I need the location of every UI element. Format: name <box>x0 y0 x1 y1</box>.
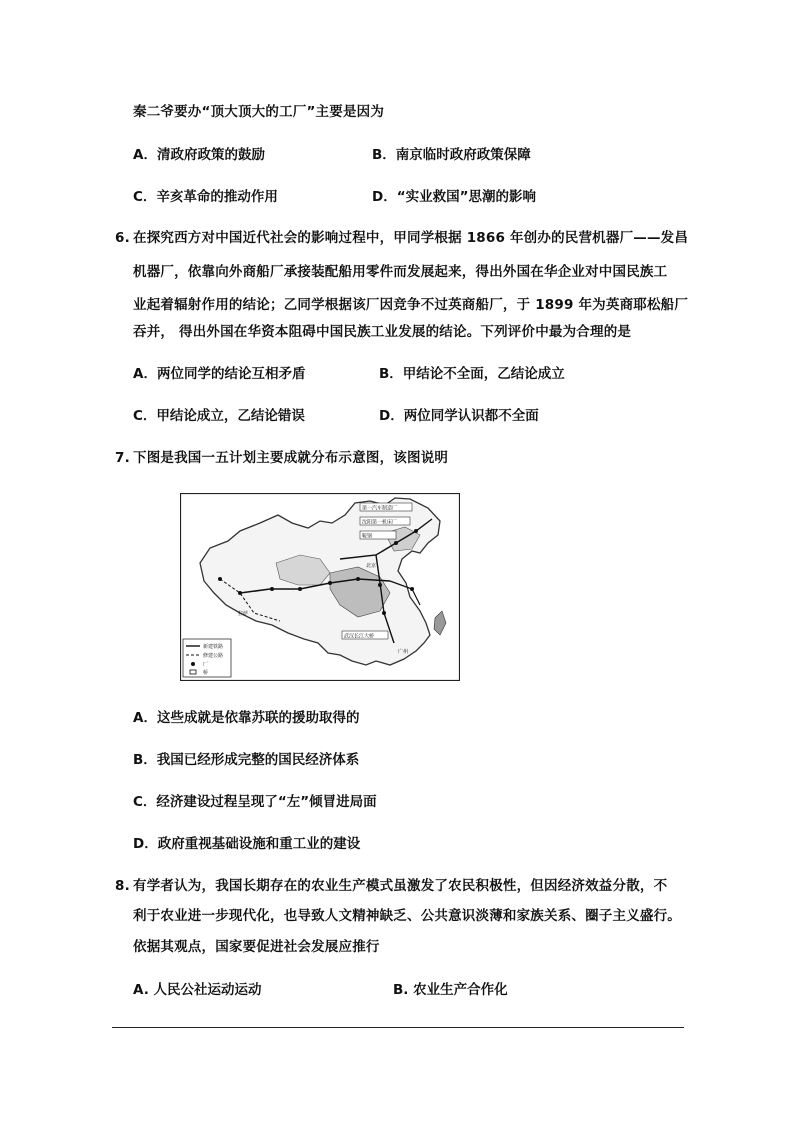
option-key: A． <box>133 710 157 726</box>
option-key: A． <box>133 366 157 382</box>
q7-stem: 下图是我国一五计划主要成就分布示意图，该图说明 <box>133 450 449 466</box>
q6-number: 6. <box>115 230 130 246</box>
option-key: A. <box>133 982 149 998</box>
option-key: A． <box>133 147 157 163</box>
legend-label: 修建公路 <box>203 653 224 659</box>
option-text: 清政府政策的鼓励 <box>156 147 265 163</box>
option-key: D． <box>133 836 158 852</box>
map-label: 北京 <box>366 563 377 569</box>
page-bottom-rule <box>112 1027 684 1028</box>
q7-option-d <box>133 834 360 854</box>
option-text: 南京临时政府政策保障 <box>395 147 531 163</box>
q5-option-d <box>372 187 536 207</box>
option-text: “实业救国”思潮的影响 <box>396 189 536 205</box>
option-key: B． <box>133 752 157 768</box>
map-legend <box>183 639 231 677</box>
q7-option-b <box>133 750 359 770</box>
q7-option-a <box>133 708 359 728</box>
q8-line-3: 依据其观点，国家要促进社会发展应推行 <box>133 939 380 955</box>
q6-line-3: 业起着辐射作用的结论；乙同学根据该厂因竞争不过英商船厂，于 1899 年为英商耶松船厂 <box>133 297 689 313</box>
q8-line-1: 有学者认为，我国长期存在的农业生产模式虽激发了农民积极性，但因经济效益分散，不 <box>133 878 668 894</box>
q8-number: 8. <box>115 878 130 894</box>
q8-option-a <box>133 980 262 1000</box>
map-label: 武汉长江大桥 <box>344 633 375 640</box>
q6-option-c <box>133 406 305 426</box>
legend-label: 桥 <box>203 670 209 676</box>
map-label: 沈阳第一机床厂 <box>362 519 398 526</box>
option-text: 辛亥革命的推动作用 <box>156 189 278 205</box>
option-key: D． <box>372 189 397 205</box>
option-key: B. <box>393 982 409 998</box>
option-text: 人民公社运动运动 <box>153 982 262 998</box>
option-text: 农业生产合作化 <box>413 982 508 998</box>
q5-stem-tail: 秦二爷要办“顶大顶大的工厂”主要是因为 <box>133 104 385 120</box>
q6-option-a <box>133 364 305 384</box>
option-key: D． <box>379 408 404 424</box>
option-text: 政府重视基础设施和重工业的建设 <box>157 836 361 852</box>
q7-option-c <box>133 792 377 812</box>
q8-line-2: 利于农业进一步现代化，也导致人文精神缺乏、公共意识淡薄和家族关系、圈子主义盛行。 <box>133 908 681 924</box>
option-text: 两位同学认识都不全面 <box>403 408 539 424</box>
option-text: 我国已经形成完整的国民经济体系 <box>156 752 360 768</box>
q6-option-b <box>379 364 565 384</box>
legend-label: 厂 <box>203 662 209 668</box>
option-text: 这些成就是依靠苏联的援助取得的 <box>156 710 360 726</box>
q6-line-2: 机器厂，依靠向外商船厂承接装配船用零件而发展起来，得出外国在华企业对中国民族工 <box>133 264 668 280</box>
option-key: B． <box>379 366 403 382</box>
map-label: 鞍钢 <box>362 533 373 540</box>
map-label: 第一汽车制造厂 <box>362 505 398 512</box>
legend-label: 新建铁路 <box>203 644 224 650</box>
q5-option-c <box>133 187 278 207</box>
map-label: 拉萨 <box>238 611 249 617</box>
option-key: B． <box>372 147 396 163</box>
q6-line-1: 在探究西方对中国近代社会的影响过程中，甲同学根据 1866 年创办的民营机器厂——发昌 <box>133 230 689 246</box>
q5-option-b <box>372 145 531 165</box>
q8-option-b <box>393 980 508 1000</box>
option-text: 甲结论不全面，乙结论成立 <box>402 366 565 382</box>
q6-line-4: 吞并， 得出外国在华资本阻碍中国民族工业发展的结论。下列评价中最为合理的是 <box>133 324 632 340</box>
option-text: 两位同学的结论互相矛盾 <box>156 366 306 382</box>
option-key: C． <box>133 189 157 205</box>
q5-option-a <box>133 145 265 165</box>
map-label: 广州 <box>398 649 409 655</box>
option-key: C． <box>133 794 157 810</box>
option-key: C． <box>133 408 157 424</box>
q6-option-d <box>379 406 539 426</box>
option-text: 经济建设过程呈现了“左”倾冒进局面 <box>156 794 377 810</box>
five-year-plan-map <box>180 493 460 681</box>
option-text: 甲结论成立，乙结论错误 <box>156 408 305 424</box>
q7-number: 7. <box>115 450 130 466</box>
